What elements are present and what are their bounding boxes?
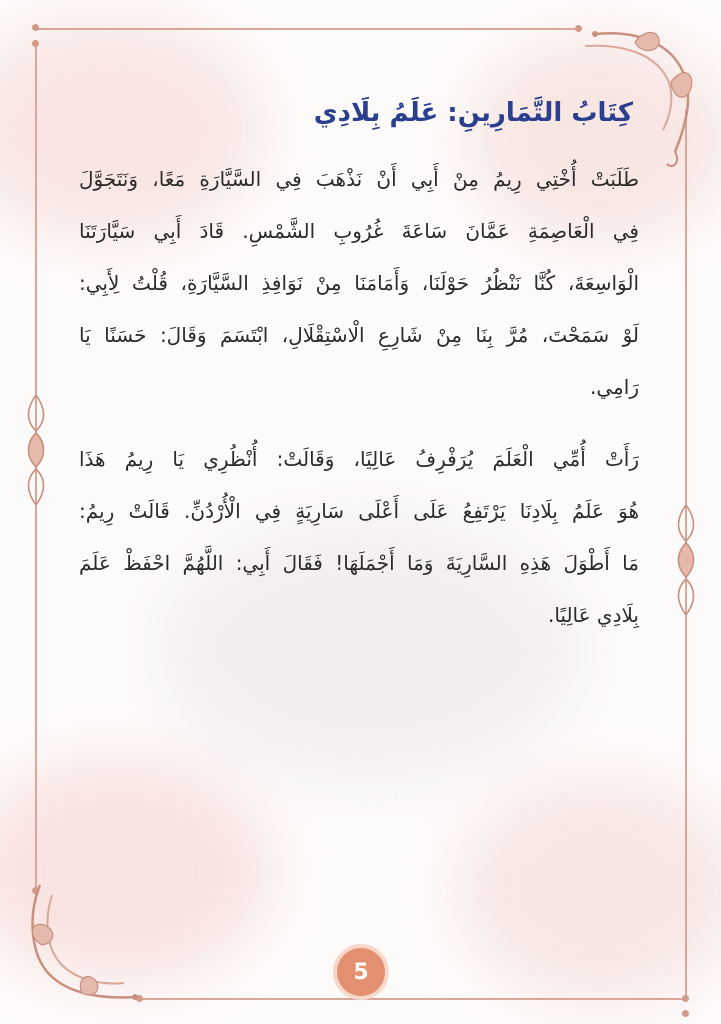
text-line: فِي الْعَاصِمَةِ عَمَّانَ سَاعَةَ غُرُوبِ الشَّمْسِ. قَادَ أَبِي سَيَّارَتَنَا — [79, 219, 639, 243]
frame-dot — [32, 24, 39, 31]
frame-dot — [32, 40, 39, 47]
text-line: بِلَادِي عَالِيًا. — [547, 603, 639, 627]
story-paragraph-2 — [79, 433, 639, 641]
text-line: طَلَبَتْ أُخْتِي رِيمُ مِنْ أَبِي أَنْ نَذْهَبَ فِي السَّيَّارَةِ مَعًا، وَنَتَجَوَّلَ — [79, 167, 639, 191]
background-wash-bottom-right — [460, 780, 721, 1000]
frame-dot — [682, 995, 689, 1002]
side-ornament-right — [676, 505, 696, 615]
frame-bottom-line — [140, 998, 688, 1000]
frame-dot — [682, 1010, 689, 1017]
text-line: مَا أَطْوَلَ هَذِهِ السَّارِيَةَ وَمَا أَجْمَلَهَا! فَقَالَ أَبِي: اللَّهُمَّ احْفَظْ عَلَمَ — [79, 551, 639, 575]
corner-flourish-bottom-left — [20, 875, 150, 1010]
text-line: رَأَتْ أُمِّي الْعَلَمَ يُرَفْرِفُ عَالِيًا، وَقَالَتْ: أُنْظُرِي يَا رِيمُ هَذَا — [79, 447, 639, 471]
text-line: رَامِي. — [590, 375, 639, 399]
text-line: هُوَ عَلَمُ بِلَادِنَا يَرْتَفِعُ عَلَى أَعْلَى سَارِيَةٍ فِي الْأُرْدُنِّ. قَالَتْ رِيمُ: — [79, 499, 639, 523]
text-line: الْوَاسِعَةَ، كُنَّا نَنْظُرُ حَوْلَنَا، وَأَمَامَنَا مِنْ نَوَافِذِ السَّيَّارَةِ، قُلْتُ لِأَبِي: — [79, 271, 639, 295]
frame-top-line — [35, 28, 575, 30]
side-ornament-left — [26, 395, 46, 505]
corner-flourish-top-right — [575, 22, 700, 172]
page-title: كِتَابُ التَّمَارِينِ: عَلَمُ بِلَادِي — [313, 98, 633, 128]
text-line: لَوْ سَمَحْتَ، مُرَّ بِنَا مِنْ شَارِعِ الْاسْتِقْلَالِ، ابْتَسَمَ وَقَالَ: حَسَنًا يَا — [79, 323, 639, 347]
story-paragraph-1 — [79, 153, 639, 413]
page-number: 5 — [353, 959, 369, 985]
page-number-badge — [337, 948, 385, 996]
